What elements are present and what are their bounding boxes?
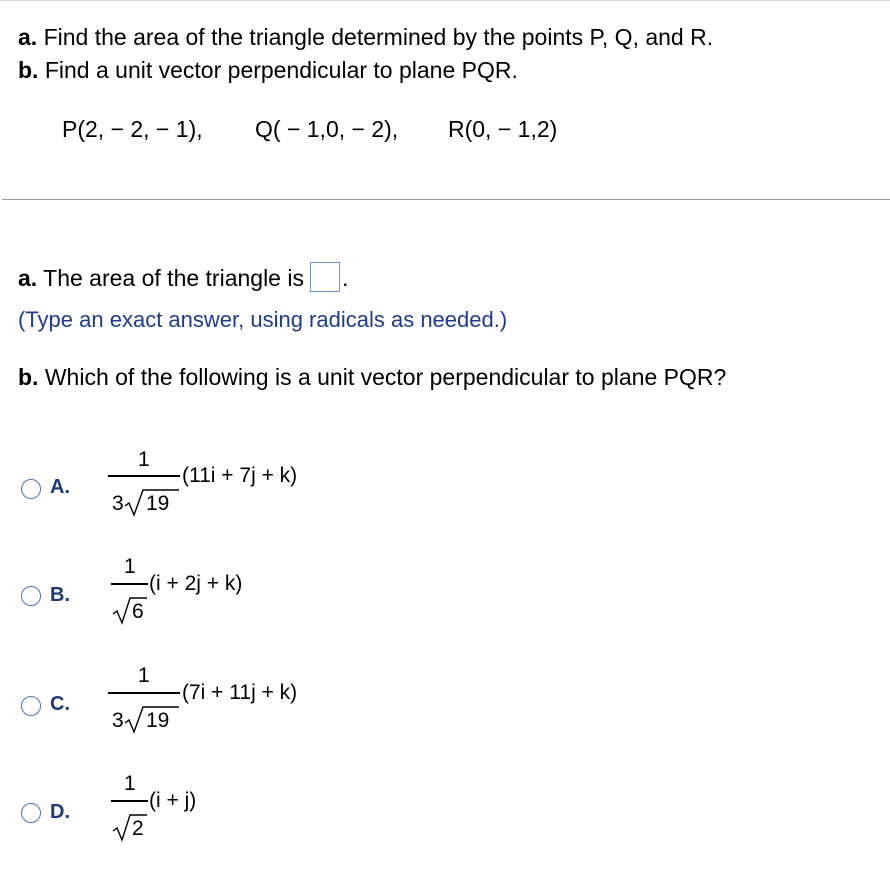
option-d-numerator: 1 [124,772,136,795]
problem-part-a: a. Find the area of the triangle determined by the points P, Q, and R. [18,24,714,50]
point-r: R(0, − 1,2) [448,116,558,142]
option-a-fraction-bar [108,475,180,477]
option-c-vector: (7i + 11j + k) [182,681,298,704]
top-border [0,0,890,1]
problem-part-b: b. Find a unit vector perpendicular to plane PQR. [18,57,518,83]
option-d-letter: D. [50,801,70,823]
answer-hint: (Type an exact answer, using radicals as needed.) [18,307,508,332]
option-c-fraction-bar [108,692,180,694]
option-a-numerator: 1 [138,448,150,471]
option-a-vector: (11i + 7j + k) [182,464,298,487]
option-d-radio[interactable] [21,803,41,823]
option-a-radio[interactable] [21,479,41,499]
option-a-radicand: 19 [146,492,170,515]
option-b-vector: (i + 2j + k) [149,572,243,595]
option-d-vector: (i + j) [149,789,197,812]
section-divider [2,199,890,200]
option-b-fraction-bar [111,583,148,585]
point-p: P(2, − 2, − 1), [62,116,203,142]
option-c-numerator: 1 [138,664,150,687]
option-c-radio[interactable] [21,696,41,716]
option-b-numerator: 1 [124,555,136,578]
option-d-radicand: 2 [132,817,144,840]
option-a-letter: A. [50,476,70,498]
option-c-coefficient: 3 [112,709,124,732]
option-b-radicand: 6 [132,600,144,623]
area-prompt: a. The area of the triangle is . [18,265,348,295]
question-b: b. Which of the following is a unit vector perpendicular to plane PQR? [18,364,727,390]
area-answer-input[interactable] [310,262,340,292]
option-c-radicand: 19 [146,709,170,732]
option-d-fraction-bar [111,800,148,802]
option-c-letter: C. [50,693,70,715]
option-b-radio[interactable] [21,586,41,606]
point-q: Q( − 1,0, − 2), [255,116,399,142]
option-b-letter: B. [50,584,70,606]
option-a-coefficient: 3 [112,492,124,515]
